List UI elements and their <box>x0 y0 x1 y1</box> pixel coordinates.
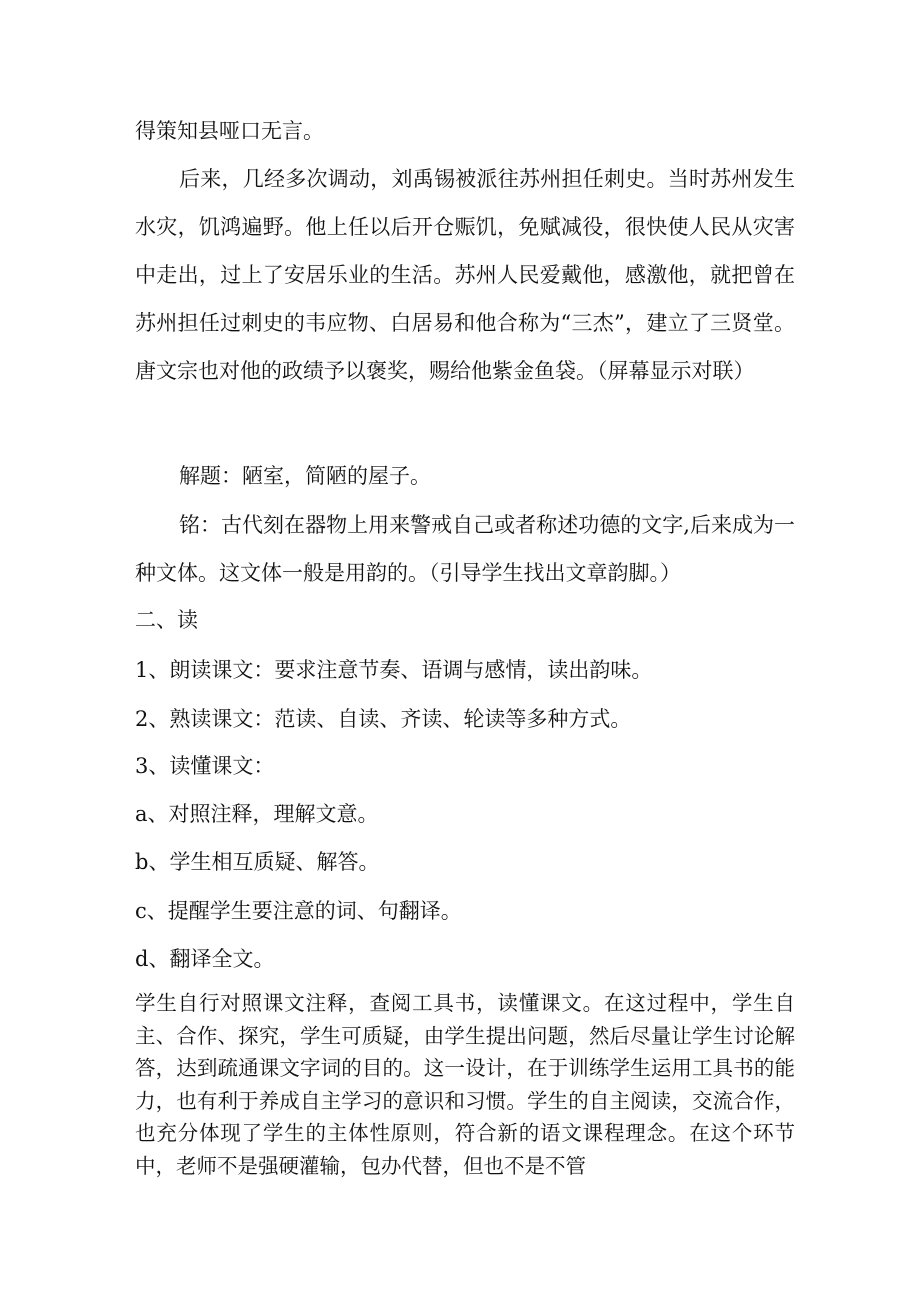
paragraph-commentary: 学生自行对照课文注释，查阅工具书，读懂课文。在这过程中，学生自主、合作、探究，学生可质疑，由学生提出问题，然后尽量让学生讨论解答，达到疏通课文字词的目的。这一设计，在于训练学生运用工具书的能力，也有利于养成自主学习的意识和习惯。学生的自主阅读，交流合作，也充分体现了学生的主体性原则，符合新的语文课程理念。在这个环节中，老师不是强硬灌输，包办代替，但也不是不管 <box>135 991 795 1178</box>
paragraph-ming-definition: 铭：古代刻在器物上用来警戒自己或者称述功德的文字,后来成为一种文体。这文体一般是用韵的。（引导学生找出文章韵脚。） <box>135 513 795 585</box>
paragraph-title-explanation: 解题：陋室，简陋的屋子。 <box>179 464 431 488</box>
list-item-c: c、提醒学生要注意的词、句翻译。 <box>135 899 462 923</box>
list-item-b: b、学生相互质疑、解答。 <box>135 850 380 874</box>
list-item-d: d、翻译全文。 <box>135 947 275 971</box>
list-item-a: a、对照注释，理解文意。 <box>135 802 379 826</box>
list-item-3: 3、读懂课文： <box>135 754 275 778</box>
paragraph-liu-yuxi-suzhou: 后来，几经多次调动，刘禹锡被派往苏州担任刺史。当时苏州发生水灾，饥鸿遍野。他上任以后开仓赈饥，免赋减役，很快使人民从灾害中走出，过上了安居乐业的生活。苏州人民爱戴他，感激他，就把曾在苏州担任过刺史的韦应物、白居易和他合称为“三杰”，建立了三贤堂。唐文宗也对他的政绩予以褒奖，赐给他紫金鱼袋。（屏幕显示对联） <box>135 167 795 383</box>
section-heading-read: 二、读 <box>135 608 198 632</box>
paragraph-continuation: 得策知县哑口无言。 <box>135 119 324 143</box>
list-item-2: 2、熟读课文：范读、自读、齐读、轮读等多种方式。 <box>135 707 632 731</box>
list-item-1: 1、朗读课文：要求注意节奏、语调与感情，读出韵味。 <box>135 658 653 682</box>
